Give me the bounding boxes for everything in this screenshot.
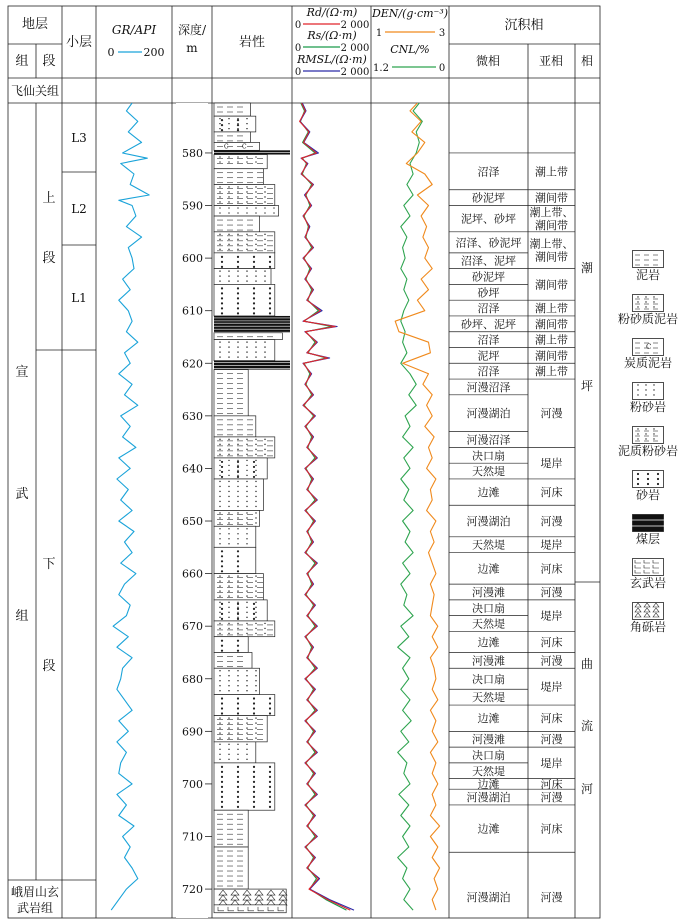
stratum-feixianguan: 飞仙关组 — [10, 84, 60, 98]
legend-label: 泥质粉砂岩 — [617, 444, 678, 458]
micro-facies-label: 泥坪、砂坪 — [461, 212, 516, 226]
header-gr-min: 0 — [107, 46, 115, 59]
lithology-bed-sandy — [214, 116, 256, 132]
micro-facies-label: 河漫滩 — [472, 733, 505, 747]
sub-facies-label: 堤岸 — [540, 756, 563, 770]
depth-label: 640 — [182, 462, 203, 476]
sub-facies-label: 河漫 — [540, 515, 563, 529]
lithology-bed-silt — [214, 206, 279, 217]
sub-facies-label: 堤岸 — [540, 680, 563, 694]
header-gr-title: GR/API — [111, 23, 157, 37]
header-rd-min: 0 — [294, 20, 302, 31]
lithology-bed-coal — [214, 321, 290, 333]
sub-facies-label: 潮上带、 — [529, 206, 574, 220]
legend-item-breccia — [608, 602, 688, 646]
micro-facies-label: 决口扇 — [472, 749, 505, 762]
sub-facies-label: 潮上带、 — [529, 237, 574, 251]
sublayer-l3: L3 — [71, 131, 87, 145]
sublayer-l2: L2 — [71, 202, 87, 216]
lithology-legend — [608, 250, 688, 646]
header-rs-max: 2 000 — [340, 43, 370, 54]
depth-track — [176, 103, 212, 918]
micro-facies-column — [449, 153, 528, 904]
depth-label: 610 — [182, 304, 203, 318]
micro-facies-label: 边滩 — [477, 635, 500, 649]
lithology-bed-silt — [214, 479, 263, 511]
sub-facies-label: 堤岸 — [540, 609, 563, 623]
stratum-emeishan-1: 峨眉山玄 — [10, 885, 60, 899]
sub-facies-label: 潮上带 — [535, 302, 568, 316]
svg-text:C: C — [242, 143, 247, 151]
header-sublayer: 小层 — [65, 35, 93, 50]
header-rmsl-label: RMSL/(Ω·m) — [297, 53, 367, 66]
lithology-bed-argsilt — [214, 621, 275, 637]
strata-column — [11, 83, 87, 915]
lithology-bed-argsilt — [214, 716, 267, 742]
micro-facies-label: 砂泥坪 — [472, 270, 505, 284]
header-lithology: 岩性 — [238, 35, 266, 50]
micro-facies-label: 河漫滩 — [472, 654, 505, 668]
header-den-label: DEN/(g·cm⁻³) — [371, 7, 449, 20]
lithology-bed-silt — [214, 526, 256, 547]
depth-label: 590 — [182, 199, 203, 213]
member-upper-2: 段 — [42, 251, 56, 266]
micro-facies-label: 沼泽 — [477, 333, 500, 347]
silty-mudstone-swatch-icon — [632, 294, 664, 312]
sub-facies-label: 河漫 — [540, 407, 563, 421]
sub-facies-label: 河床 — [540, 712, 563, 726]
legend-label: 炭质泥岩 — [623, 356, 672, 370]
sub-facies-label: 河漫 — [540, 733, 563, 747]
sub-facies-label: 潮间带 — [535, 219, 568, 233]
lithology-bed-mud — [214, 333, 282, 340]
lithology-bed-silt — [214, 269, 271, 285]
sub-facies-label: 潮上带 — [535, 365, 568, 379]
lithology-bed-mud — [214, 810, 248, 847]
lithology-bed-basalt — [214, 905, 286, 913]
header-den-max: 3 — [438, 28, 446, 39]
depth-label: 690 — [182, 725, 203, 739]
micro-facies-label: 砂坪、泥坪 — [461, 317, 516, 331]
argillaceous-siltstone-swatch-icon — [632, 426, 664, 444]
legend-label: 玄武岩 — [629, 576, 666, 590]
micro-facies-label: 沼泽、泥坪 — [461, 254, 516, 268]
lithology-bed-sandy — [214, 600, 267, 621]
micro-facies-label: 河漫沼泽 — [466, 433, 511, 447]
micro-facies-label: 沼泽、砂泥坪 — [455, 236, 522, 250]
mudstone-swatch-icon — [632, 250, 664, 268]
lithology-bed-coal — [214, 150, 290, 154]
micro-facies-label: 沼泽 — [477, 365, 500, 379]
depth-label: 660 — [182, 567, 203, 581]
header-cnl-min: 1.2 — [373, 63, 389, 74]
sub-facies-label: 河床 — [540, 562, 563, 576]
depth-label: 650 — [182, 515, 203, 529]
legend-label: 粉砂岩 — [629, 400, 666, 414]
sub-facies-label: 堤岸 — [540, 538, 563, 552]
header-group: 组 — [15, 54, 29, 69]
micro-facies-label: 边滩 — [477, 562, 500, 576]
facies-phase-column — [575, 260, 600, 796]
resistivity-curve-track — [300, 103, 354, 910]
header-phase: 相 — [580, 54, 594, 68]
lithology-bed-mud — [214, 370, 248, 416]
legend-item-mudstone — [608, 250, 688, 294]
header-gr-max: 200 — [143, 46, 165, 59]
depth-label: 680 — [182, 672, 203, 686]
micro-facies-label: 河漫湖泊 — [466, 515, 511, 529]
legend-item-silty-mudstone — [608, 294, 688, 338]
sublayer-l1: L1 — [71, 291, 87, 305]
micro-facies-label: 河漫湖泊 — [466, 407, 511, 421]
micro-facies-label: 决口扇 — [472, 449, 505, 463]
sub-facies-label: 河漫 — [540, 654, 563, 668]
lithology-bed-silt — [214, 668, 260, 694]
stratum-xuanwu-2: 武 — [15, 487, 29, 502]
lithology-bed-argsilt — [214, 511, 260, 527]
depth-label: 670 — [182, 620, 203, 634]
sub-facies-label: 河漫 — [540, 586, 563, 599]
lithology-bed-sand — [214, 547, 256, 573]
sub-facies-label: 河漫 — [540, 890, 563, 904]
legend-label: 砂岩 — [635, 488, 660, 502]
breccia-swatch-icon — [632, 602, 664, 620]
micro-facies-label: 边滩 — [477, 712, 500, 726]
micro-facies-label: 决口扇 — [472, 672, 505, 686]
lithology-bed-silty — [214, 155, 267, 169]
lithology-bed-mud — [214, 416, 256, 437]
lithology-bed-mud — [214, 132, 250, 143]
siltstone-swatch-icon — [632, 382, 664, 400]
gr-curve — [111, 103, 149, 910]
legend-item-carbonaceous-mudstone — [608, 338, 688, 382]
sub-facies-label: 河床 — [540, 822, 563, 836]
facies-phase-label: 流 — [580, 719, 594, 733]
micro-facies-label: 河漫湖泊 — [466, 791, 511, 805]
micro-facies-label: 天然堤 — [472, 764, 505, 778]
micro-facies-label: 砂坪 — [477, 286, 500, 300]
header-rs-label: Rs/(Ω·m) — [307, 29, 357, 42]
header-den-min: 1 — [375, 28, 383, 39]
lithology-column — [214, 103, 290, 913]
member-lower-1: 下 — [42, 557, 56, 572]
header-sub: 亚相 — [538, 54, 564, 68]
lithology-bed-sand — [214, 637, 248, 653]
micro-facies-label: 决口扇 — [472, 601, 505, 615]
lithology-bed-mud — [214, 847, 248, 889]
lithology-bed-silt — [214, 742, 256, 763]
sub-facies-label: 河床 — [540, 777, 563, 791]
lithology-bed-sand — [214, 253, 275, 269]
facies-phase-label: 坪 — [580, 379, 594, 393]
header-rmsl-max: 2 000 — [340, 67, 370, 78]
lithology-bed-argsilt — [214, 437, 275, 458]
legend-label: 角砾岩 — [629, 620, 666, 634]
micro-facies-label: 天然堤 — [472, 538, 505, 552]
micro-facies-label: 河漫沼泽 — [466, 380, 511, 394]
lithology-bed-sand — [214, 695, 275, 716]
header-cnl-label: CNL/% — [390, 43, 430, 56]
member-upper-1: 上 — [42, 191, 56, 206]
micro-facies-label: 河漫滩 — [472, 586, 505, 599]
rd-curve — [300, 103, 351, 910]
legend-item-siltstone — [608, 382, 688, 426]
legend-item-basalt — [608, 558, 688, 602]
header-depth-title1: 深度/ — [177, 23, 207, 37]
lithology-bed-sandy — [214, 458, 267, 479]
depth-label: 710 — [182, 830, 203, 844]
lithology-bed-coal — [214, 361, 290, 370]
lithology-bed-sand — [214, 763, 275, 810]
sub-facies-label: 潮间带 — [535, 278, 568, 292]
lithology-bed-argsilt — [214, 574, 263, 600]
lithology-bed-mud — [214, 103, 250, 116]
depth-label: 620 — [182, 357, 203, 371]
lithology-bed-silt — [214, 340, 275, 361]
sub-facies-label: 河床 — [540, 486, 563, 500]
header-rmsl-min: 0 — [294, 67, 302, 78]
header-depth-title2: m — [186, 41, 198, 55]
sub-facies-label: 潮间带 — [535, 191, 568, 205]
table-header — [15, 6, 593, 78]
legend-label: 泥岩 — [635, 268, 660, 282]
micro-facies-label: 河漫湖泊 — [466, 890, 511, 904]
lithology-bed-mud — [214, 169, 263, 185]
header-stratum: 地层 — [21, 17, 49, 32]
legend-item-argillaceous-siltstone — [608, 426, 688, 470]
micro-facies-label: 边滩 — [477, 777, 500, 791]
micro-facies-label: 泥坪 — [477, 349, 500, 363]
facies-phase-label: 曲 — [580, 657, 594, 671]
legend-label: 粉砂质泥岩 — [617, 312, 678, 326]
lithology-bed-argsilt — [214, 232, 275, 253]
legend-item-sandstone — [608, 470, 688, 514]
member-lower-2: 段 — [42, 659, 56, 674]
micro-facies-label: 天然堤 — [472, 691, 505, 705]
depth-label: 600 — [182, 252, 203, 266]
header-member: 段 — [42, 54, 56, 69]
gr-curve-track — [111, 103, 149, 910]
micro-facies-label: 沼泽 — [477, 302, 500, 316]
lithology-bed-mud — [214, 652, 252, 668]
den-curve — [395, 103, 439, 910]
sub-facies-label: 潮间带 — [535, 317, 568, 331]
header-rd-max: 2 000 — [340, 20, 370, 31]
sub-facies-label: 潮间带 — [535, 250, 568, 264]
sub-facies-label: 潮上带 — [535, 333, 568, 347]
micro-facies-label: 天然堤 — [472, 465, 505, 479]
header-micro: 微相 — [475, 54, 501, 68]
depth-label: 700 — [182, 777, 203, 791]
lithology-bed-carb — [214, 142, 260, 150]
sub-facies-column — [528, 153, 575, 904]
sub-facies-label: 河漫 — [540, 791, 563, 805]
sub-facies-label: 潮间带 — [535, 349, 568, 363]
stratum-xuanwu-3: 组 — [15, 609, 29, 624]
header-facies: 沉积相 — [504, 18, 544, 33]
header-cnl-max: 0 — [438, 63, 446, 74]
sandstone-swatch-icon — [632, 470, 664, 488]
basalt-swatch-icon — [632, 558, 664, 576]
sub-facies-label: 堤岸 — [540, 457, 563, 471]
micro-facies-label: 天然堤 — [472, 617, 505, 631]
micro-facies-label: 砂泥坪 — [472, 191, 505, 205]
micro-facies-label: 边滩 — [477, 822, 500, 836]
header-rd-label: Rd/(Ω·m) — [306, 6, 358, 19]
micro-facies-label: 沼泽 — [477, 165, 500, 179]
depth-label: 580 — [182, 146, 203, 160]
lithology-bed-breccia — [214, 889, 287, 905]
svg-text:C: C — [646, 343, 652, 351]
lithology-bed-sand — [214, 284, 275, 316]
stratum-xuanwu-1: 宣 — [15, 365, 29, 380]
cnl-curve — [398, 103, 423, 910]
carbonaceous-mudstone-swatch-icon — [632, 338, 664, 356]
lithology-bed-argsilt — [214, 185, 275, 206]
sub-facies-label: 河床 — [540, 635, 563, 649]
header-rs-min: 0 — [294, 43, 302, 54]
stratum-emeishan-2: 武岩组 — [16, 901, 54, 915]
lithology-bed-mud — [214, 216, 260, 232]
micro-facies-label: 边滩 — [477, 486, 500, 500]
facies-phase-label: 潮 — [580, 261, 594, 275]
legend-item-coal — [608, 514, 688, 558]
facies-phase-label: 河 — [580, 782, 594, 796]
density-neutron-track — [395, 103, 439, 910]
coal-swatch-icon — [632, 514, 664, 532]
depth-label: 630 — [182, 409, 203, 423]
sub-facies-label: 潮上带 — [535, 165, 568, 179]
legend-label: 煤层 — [635, 532, 660, 546]
svg-text:C: C — [224, 143, 229, 151]
lithology-bed-coal — [214, 316, 290, 321]
depth-label: 720 — [182, 883, 203, 897]
